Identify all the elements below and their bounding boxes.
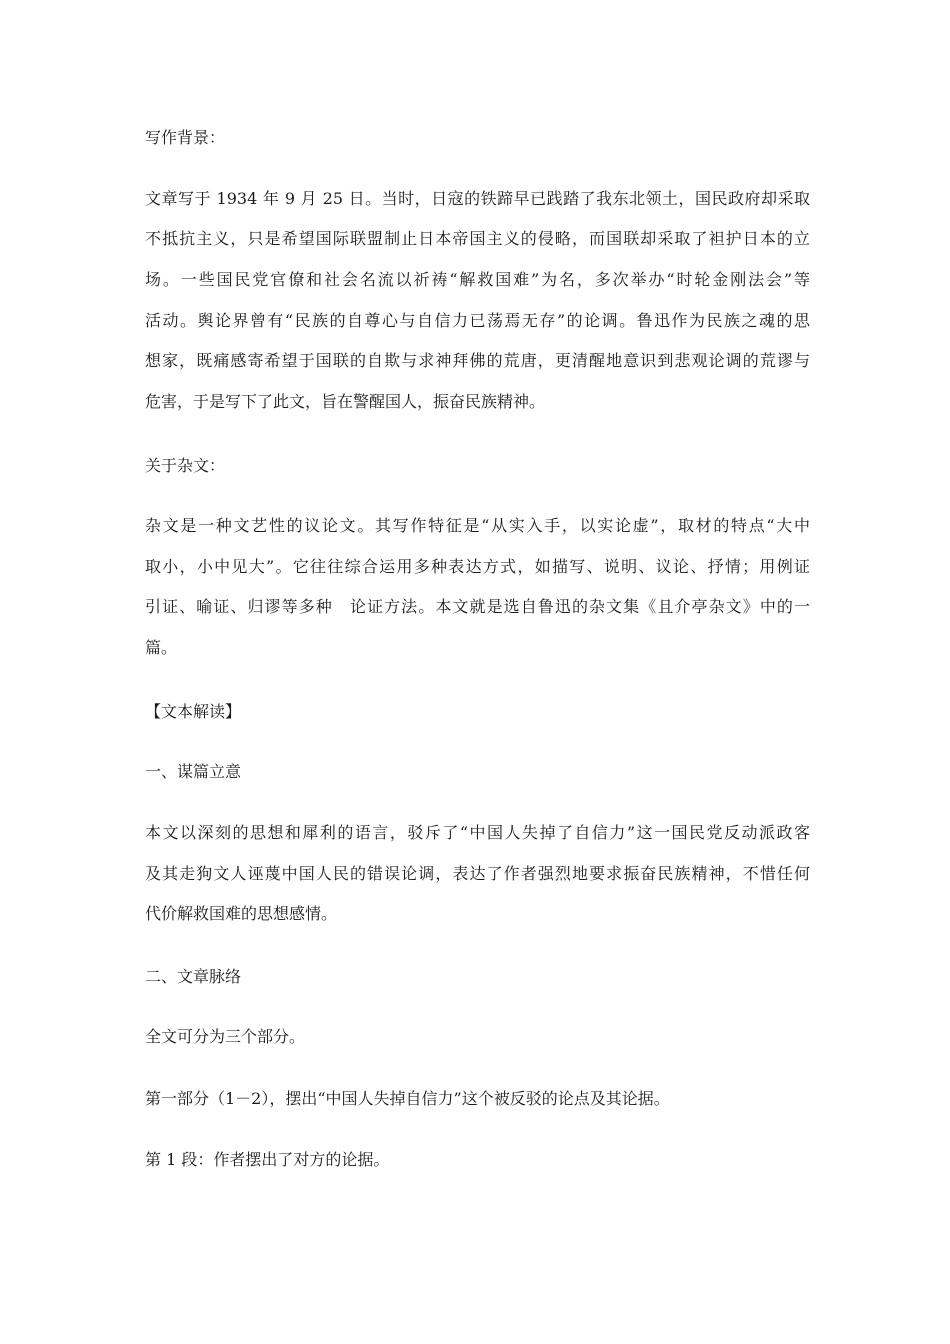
zawen-line-2: 取小，小中见大”。它往往综合运用多种表达方式，如描写、说明、议论、抒情；用例证 [145,557,810,576]
part-1-summary: 第一部分（1－2），摆出“中国人失掉自信力”这个被反驳的论点及其论据。 [145,1089,670,1108]
heading-writing-background: 写作背景： [145,128,226,147]
section-1-line-3: 代价解救国难的思想感情。 [145,904,338,923]
heading-text-reading: 【文本解读】 [145,702,242,721]
section-1-line-2: 及其走狗文人诬蔑中国人民的错误论调，表达了作者强烈地要求振奋民族精神，不惜任何 [145,864,810,883]
background-line-4: 活动。舆论界曾有“民族的自尊心与自信力已荡焉无存”的论调。鲁迅作为民族之魂的思 [145,311,810,330]
background-line-6: 危害，于是写下了此文，旨在警醒国人，振奋民族精神。 [145,392,546,411]
background-line-5: 想家，既痛感寄希望于国联的自欺与求神拜佛的荒唐，更清醒地意识到悲观论调的荒谬与 [145,351,810,370]
zawen-line-3: 引证、喻证、归谬等多种 论证方法。本文就是选自鲁迅的杂文集《且介亭杂文》中的一 [145,597,810,616]
background-line-2: 不抵抗主义，只是希望国际联盟制止日本帝国主义的侵略，而国联却采取了袒护日本的立 [145,229,810,248]
heading-about-zawen: 关于杂文： [145,456,226,475]
section-2-title: 二、文章脉络 [145,967,242,986]
section-1-title: 一、谋篇立意 [145,762,242,781]
background-line-1: 文章写于 1934 年 9 月 25 日。当时，日寇的铁蹄早已践踏了我东北领土，国民政府却采取 [145,189,810,208]
zawen-line-1: 杂文是一种文艺性的议论文。其写作特征是“从实入手，以实论虚”，取材的特点“大中 [145,516,810,535]
background-line-3: 场。一些国民党官僚和社会名流以祈祷“解救国难”为名，多次举办“时轮金刚法会”等 [145,270,810,289]
paragraph-1-note: 第 1 段：作者摆出了对方的论据。 [145,1150,390,1169]
zawen-line-4: 篇。 [145,638,178,657]
section-1-line-1: 本文以深刻的思想和犀利的语言，驳斥了“中国人失掉了自信力”这一国民党反动派政客 [145,823,810,842]
section-2-intro: 全文可分为三个部分。 [145,1027,306,1046]
